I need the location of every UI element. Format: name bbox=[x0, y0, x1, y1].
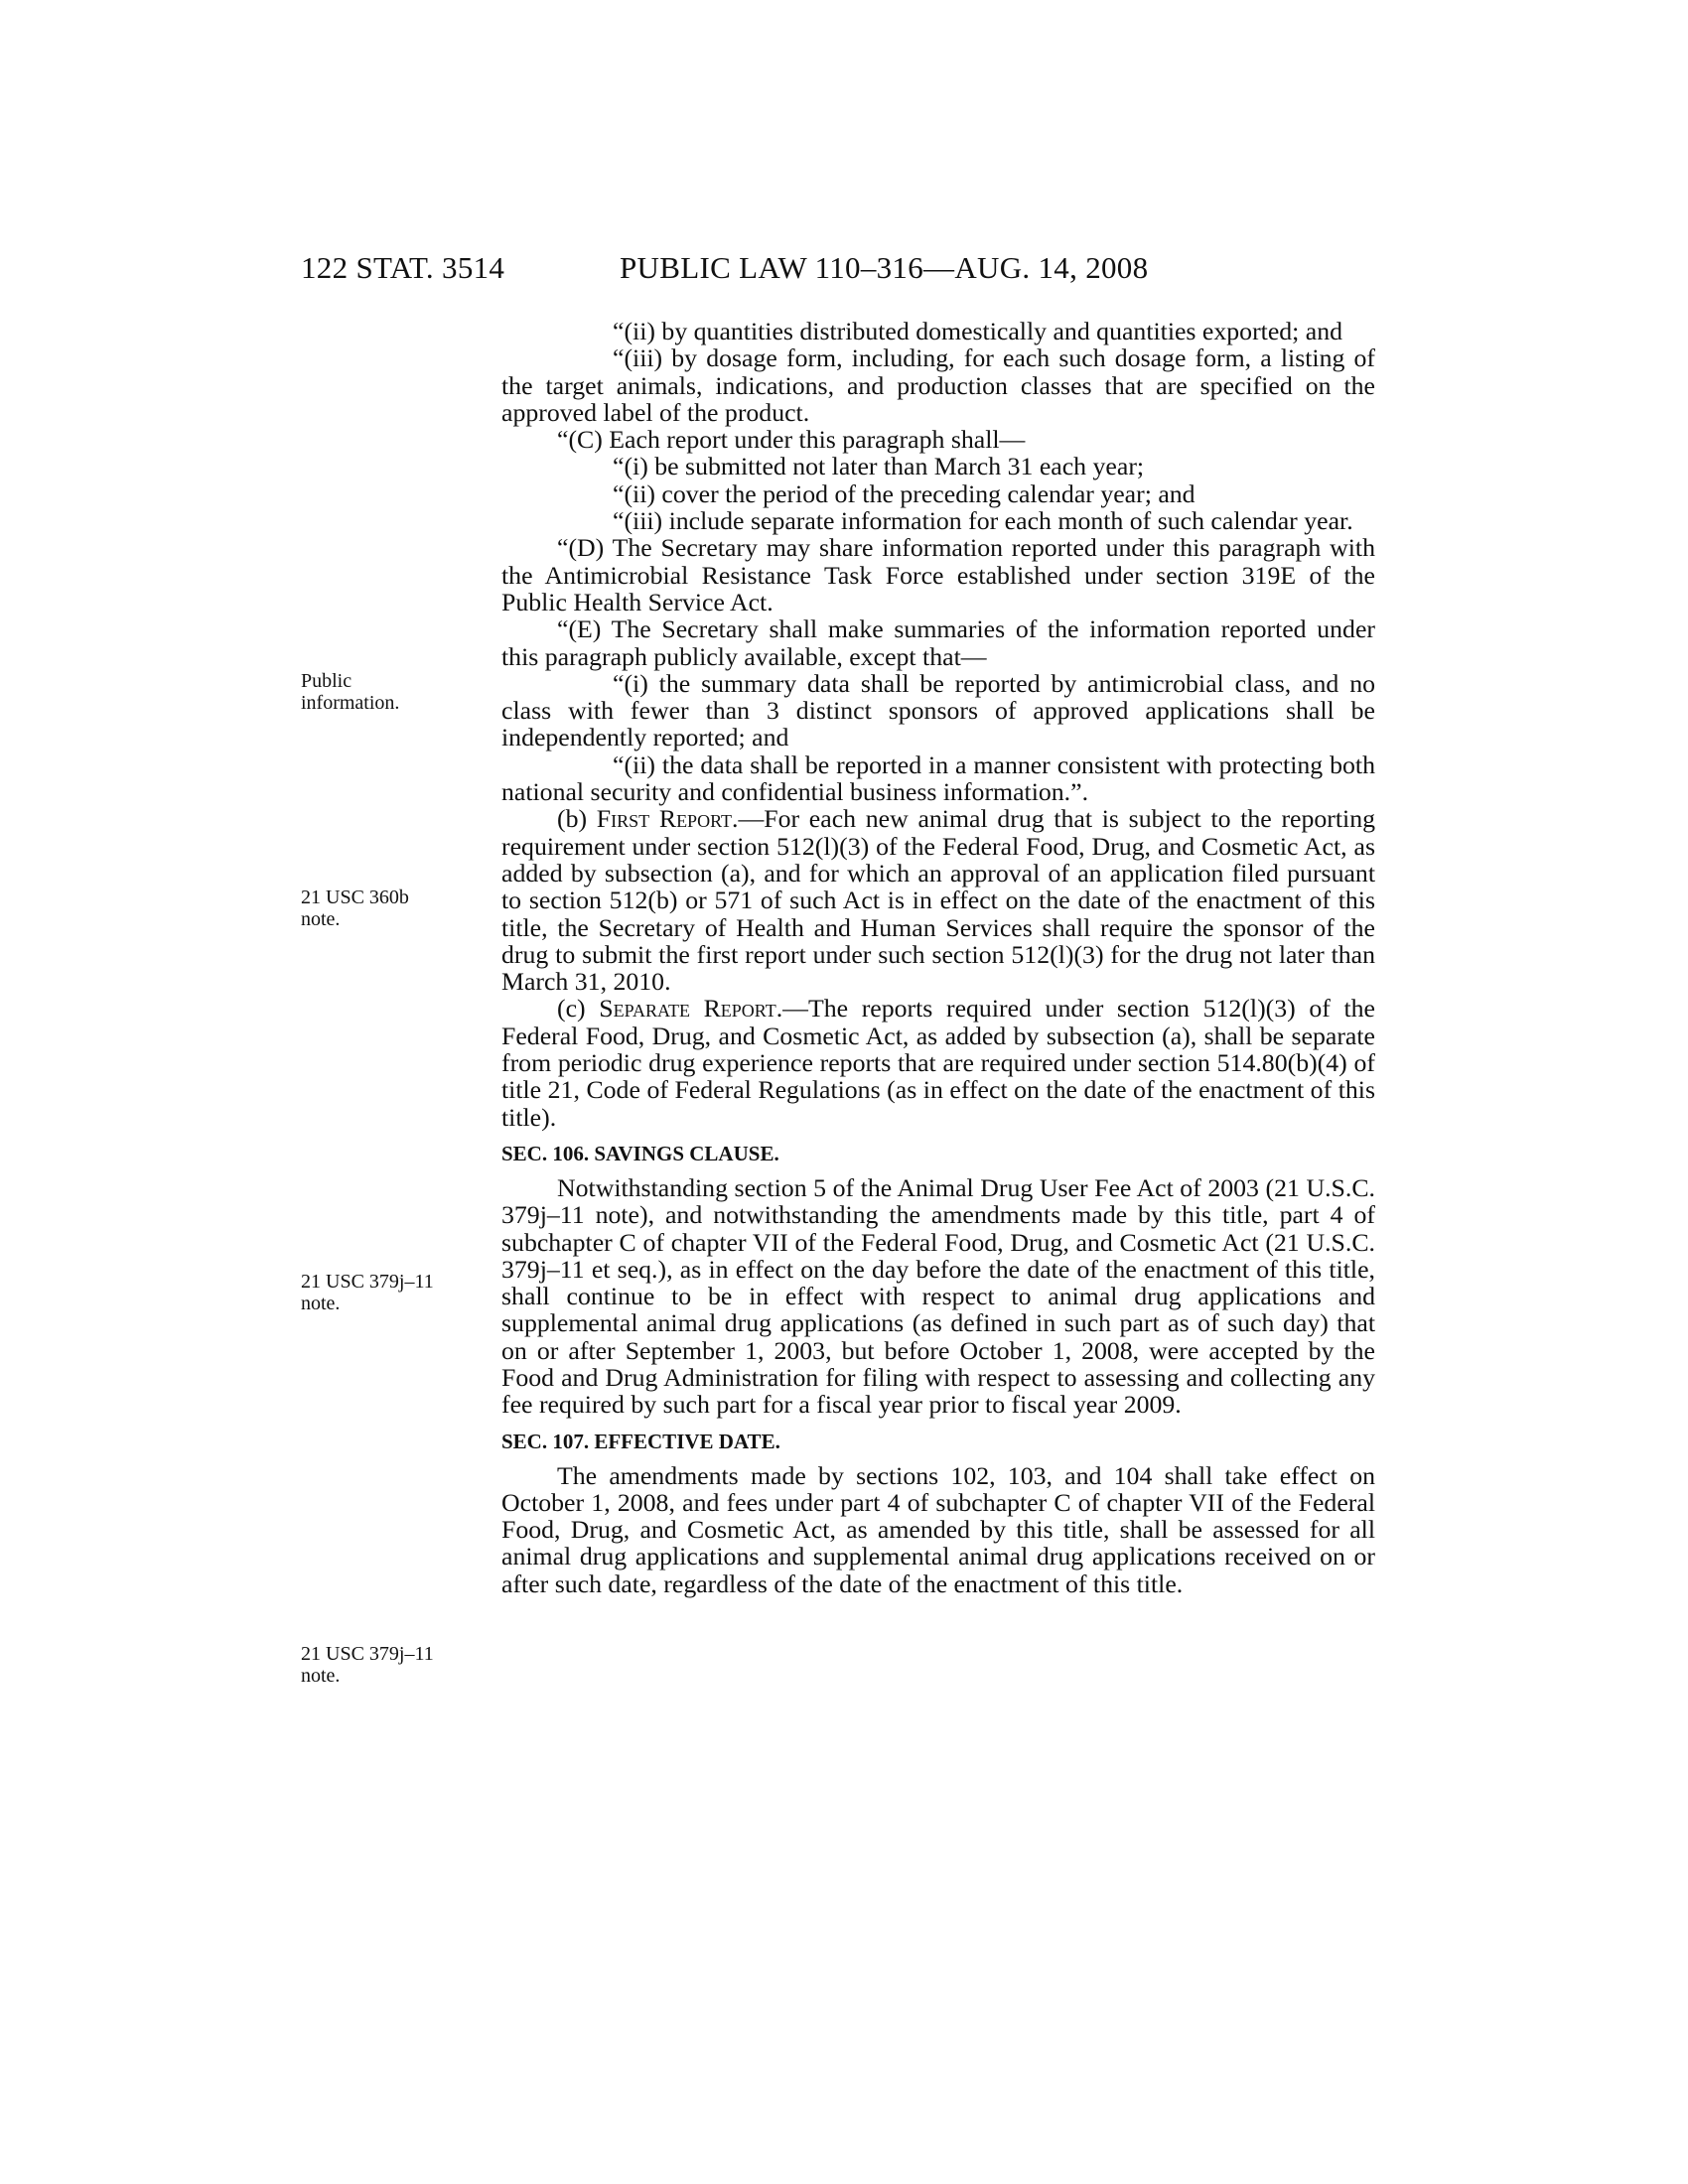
subsection-b-caption: First Report bbox=[596, 804, 732, 834]
section-107-heading: SEC. 107. EFFECTIVE DATE. bbox=[501, 1429, 780, 1453]
subsection-b-first-report: (b) First Report.—For each new animal drug that is subject to the reporting requirement under section 512(l)(3) of the Federal Food, Drug, and Cosmetic Act, as added by subsection (a), and for which an approval of an application filed pursuant to section 512(b) or 571 of such Act is in effect on the date of the enactment of this title, the Secretary of Health and Human Services shall require the sponsor of the drug to submit the first report under such section 512(l)(3) for the drug not later than March 31, 2010. bbox=[501, 804, 1376, 997]
section-107-text: The amendments made by sections 102, 103, and 104 shall take effect on October 1, 2008, and fees under part 4 of subchapter C of chapter VII of the Federal Food, Drug, and Cosmetic Act, as amended by this title, shall be assessed for all animal drug applications and supplemental animal drug applications received on or after such date, regardless of the date of the enactment of this title. bbox=[501, 1460, 1375, 1598]
stat-reference: 122 STAT. 3514 bbox=[301, 250, 505, 285]
margin-note-usc-379j-sec106: 21 USC 379j–11 note. bbox=[301, 1271, 434, 1314]
paragraph-c-ii: “(ii) cover the period of the preceding calendar year; and bbox=[613, 478, 1196, 508]
paragraph-e-i: “(i) the summary data shall be reported by antimicrobial class, and no class with fewer than 3 distinct sponsors of approved applications shall be independently reported; and bbox=[501, 668, 1375, 752]
paragraph-c-i: “(i) be submitted not later than March 31 each year; bbox=[613, 452, 1145, 481]
margin-note-usc-360b: 21 USC 360b note. bbox=[301, 887, 409, 930]
subsection-c-caption: Separate Report bbox=[599, 994, 776, 1024]
statute-body bbox=[501, 318, 1375, 1597]
paragraph-b-iii: “(iii) by dosage form, including, for each such dosage form, a listing of the target animals, indications, and production classes that are specified on the approved label of the product. bbox=[501, 343, 1375, 427]
paragraph-b-ii: “(ii) by quantities distributed domestically and quantities exported; and bbox=[613, 317, 1343, 345]
running-head-title: PUBLIC LAW 110–316—AUG. 14, 2008 bbox=[620, 250, 1149, 285]
subsection-c-separate-report: (c) Separate Report.—The reports required under section 512(l)(3) of the Federal Food, Drug, and Cosmetic Act, as added by subsection (a), shall be separate from periodic drug experience reports that are required under section 514.80(b)(4) of title 21, Code of Federal Regulations (as in effect on the date of the enactment of this title). bbox=[501, 994, 1375, 1132]
margin-note-usc-379j-sec107: 21 USC 379j–11 note. bbox=[301, 1643, 434, 1687]
paragraph-e-ii: “(ii) the data shall be reported in a manner consistent with protecting both national security and confidential business information.”. bbox=[501, 750, 1375, 807]
paragraph-e: “(E) The Secretary shall make summaries of the information reported under this paragraph publicly available, except that— bbox=[501, 614, 1375, 671]
section-106-heading: SEC. 106. SAVINGS CLAUSE. bbox=[501, 1141, 779, 1165]
paragraph-c-iii: “(iii) include separate information for each month of such calendar year. bbox=[613, 506, 1353, 536]
paragraph-c: “(C) Each report under this paragraph shall— bbox=[557, 425, 1026, 455]
paragraph-d: “(D) The Secretary may share information reported under this paragraph with the Antimicrobial Resistance Task Force established under section 319E of the Public Health Service Act. bbox=[501, 533, 1375, 616]
margin-note-public-information: Public information. bbox=[301, 670, 400, 714]
section-106-text: Notwithstanding section 5 of the Animal Drug User Fee Act of 2003 (21 U.S.C. 379j–11 note), and notwithstanding the amendments made by this title, part 4 of subchapter C of chapter VII of the Federal Food, Drug, and Cosmetic Act (21 U.S.C. 379j–11 et seq.), as in effect on the day before the date of the enactment of this title, shall continue to be in effect with respect to animal drug applications and supplemental animal drug applications (as defined in such part as of such day) that on or after September 1, 2003, but before October 1, 2008, were accepted by the Food and Drug Administration for filing with respect to assessing and collecting any fee required by such part for a fiscal year prior to fiscal year 2009. bbox=[501, 1172, 1375, 1420]
